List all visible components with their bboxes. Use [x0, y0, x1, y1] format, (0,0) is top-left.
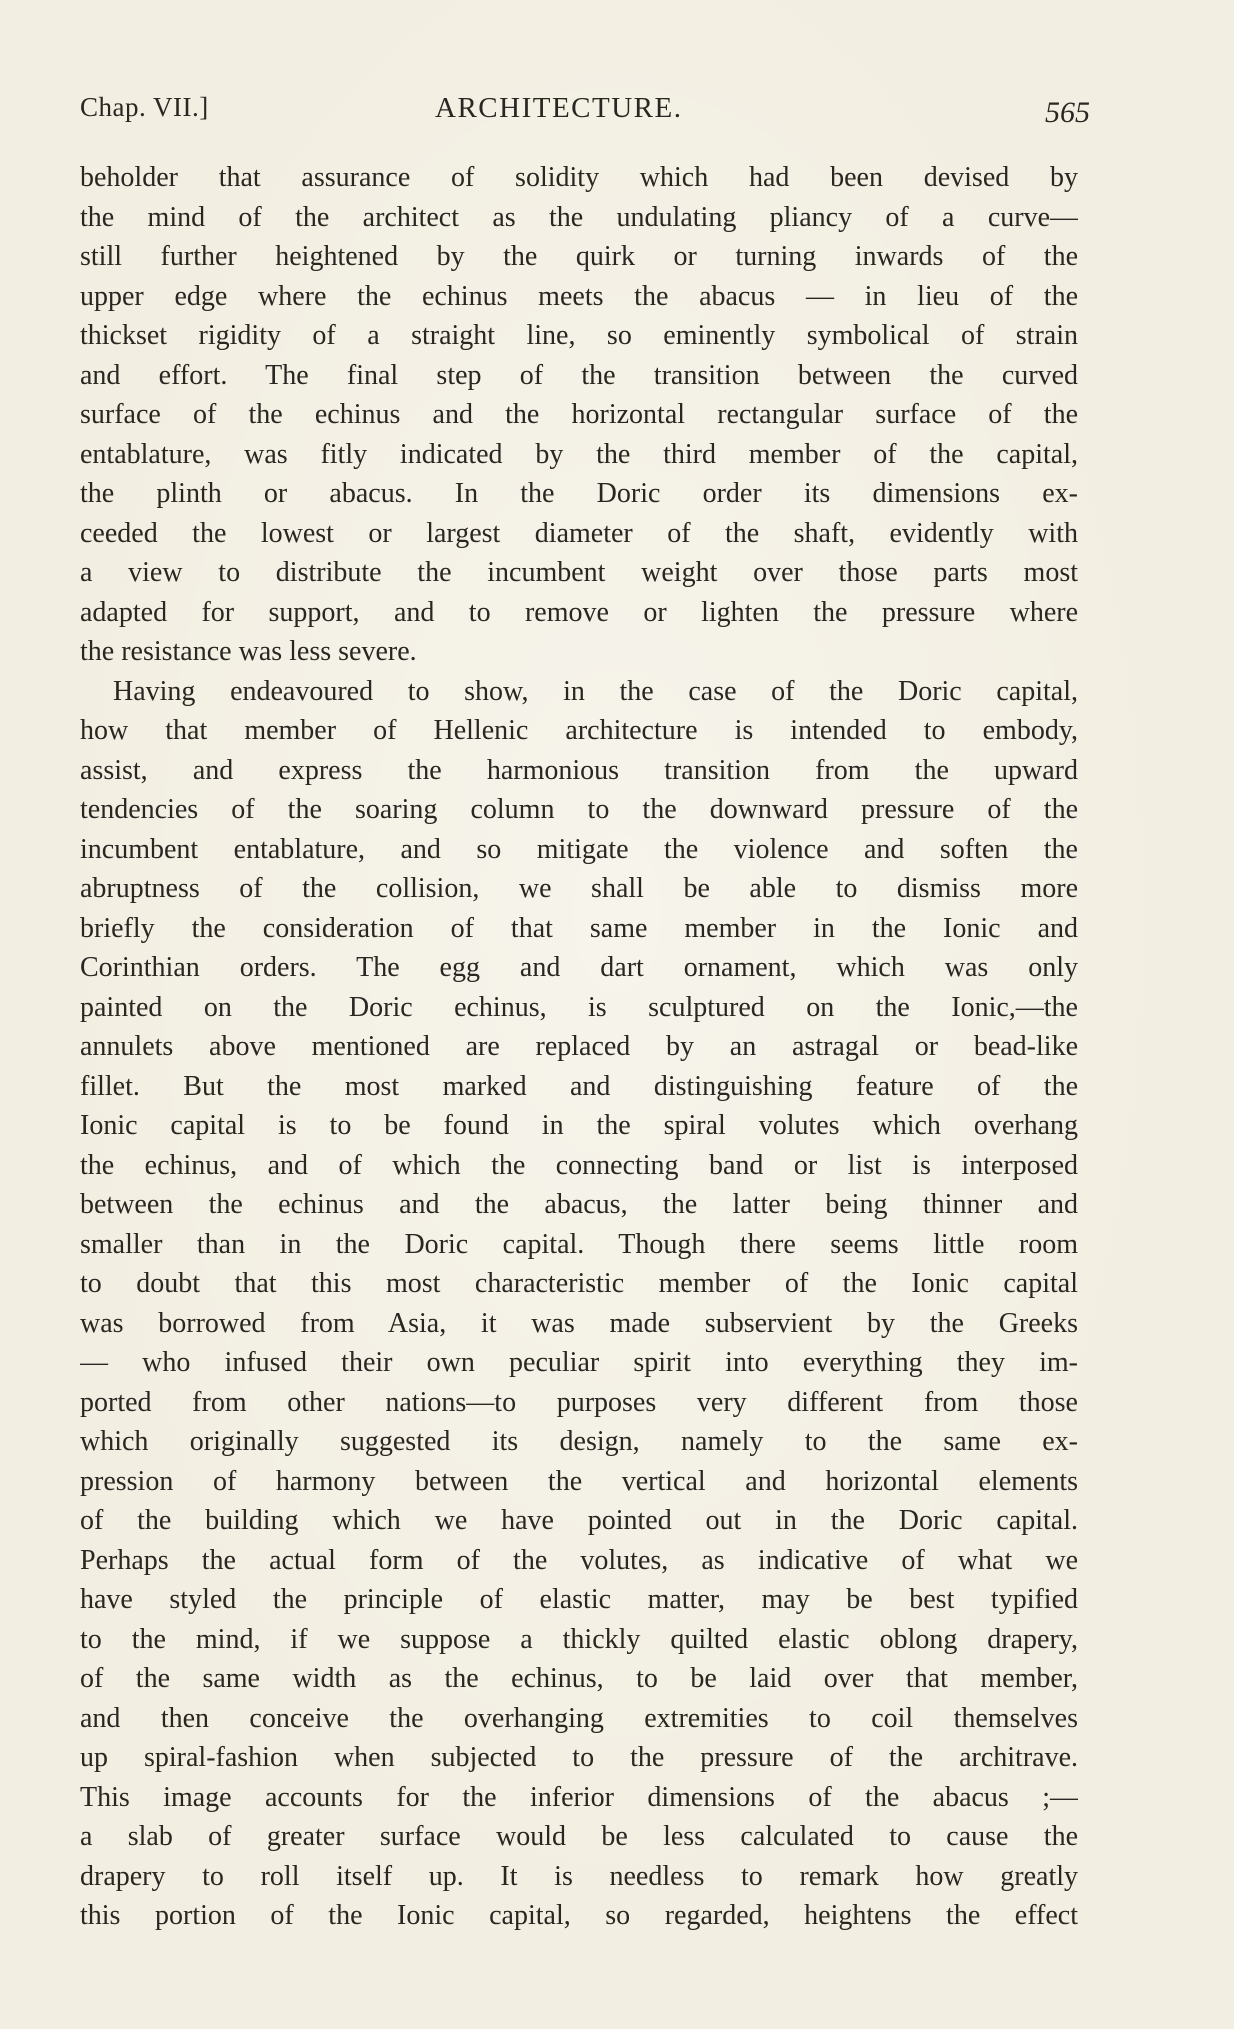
- text-line: have styled the principle of elastic matter, may be best typified: [80, 1584, 1078, 1615]
- text-line: how that member of Hellenic architecture is intended to embody,: [80, 715, 1078, 746]
- text-line: Corinthian orders. The egg and dart ornament, which was only: [80, 952, 1078, 983]
- text-line: surface of the echinus and the horizontal rectangular surface of the: [80, 399, 1078, 430]
- page-number: 565: [1045, 96, 1090, 129]
- text-line: was borrowed from Asia, it was made subservient by the Greeks: [80, 1307, 1078, 1339]
- text-line: This image accounts for the inferior dimensions of the abacus ;—: [80, 1781, 1078, 1813]
- text-line: still further heightened by the quirk or turning inwards of the: [80, 241, 1078, 272]
- text-line: Perhaps the actual form of the volutes, as indicative of what we: [80, 1544, 1078, 1576]
- running-header: [80, 92, 1090, 132]
- text-line: abruptness of the collision, we shall be able to dismiss more: [80, 873, 1078, 904]
- text-line: to doubt that this most characteristic member of the Ionic capital: [80, 1268, 1078, 1299]
- text-line: pression of harmony between the vertical and horizontal elements: [80, 1465, 1078, 1497]
- text-line: the mind of the architect as the undulating pliancy of a curve—: [80, 201, 1078, 233]
- text-line: briefly the consideration of that same member in the Ionic and: [80, 912, 1078, 944]
- text-line: and effort. The final step of the transition between the curved: [80, 359, 1078, 391]
- text-line: the echinus, and of which the connecting band or list is interposed: [80, 1149, 1078, 1181]
- text-line: a view to distribute the incumbent weight over those parts most: [80, 557, 1078, 588]
- text-line: incumbent entablature, and so mitigate the violence and soften the: [80, 833, 1078, 865]
- text-line: Ionic capital is to be found in the spiral volutes which overhang: [80, 1110, 1078, 1141]
- text-line: — who infused their own peculiar spirit into everything they im-: [80, 1347, 1078, 1378]
- text-line: this portion of the Ionic capital, so regarded, heightens the effect: [80, 1900, 1078, 1931]
- text-line: entablature, was fitly indicated by the third member of the capital,: [80, 438, 1078, 470]
- text-line: annulets above mentioned are replaced by an astragal or bead-like: [80, 1031, 1078, 1062]
- text-line: adapted for support, and to remove or lighten the pressure where: [80, 596, 1078, 628]
- paragraph-first-line: Having endeavoured to show, in the case of the Doric capital,: [113, 675, 1078, 707]
- paragraph-last-line: the resistance was less severe.: [80, 636, 417, 667]
- text-line: which originally suggested its design, namely to the same ex-: [80, 1426, 1078, 1457]
- text-line: beholder that assurance of solidity which had been devised by: [80, 162, 1078, 193]
- text-line: painted on the Doric echinus, is sculptured on the Ionic,—the: [80, 991, 1078, 1023]
- text-line: ceeded the lowest or largest diameter of the shaft, evidently with: [80, 517, 1078, 549]
- text-line: fillet. But the most marked and distinguishing feature of the: [80, 1070, 1078, 1102]
- text-line: between the echinus and the abacus, the latter being thinner and: [80, 1189, 1078, 1220]
- text-line: upper edge where the echinus meets the abacus — in lieu of the: [80, 280, 1078, 312]
- text-line: smaller than in the Doric capital. Though there seems little room: [80, 1228, 1078, 1260]
- body-text: [80, 158, 1078, 1936]
- text-line: the plinth or abacus. In the Doric order its dimensions ex-: [80, 478, 1078, 509]
- text-line: drapery to roll itself up. It is needless to remark how greatly: [80, 1860, 1078, 1892]
- text-line: assist, and express the harmonious transition from the upward: [80, 754, 1078, 786]
- text-line: and then conceive the overhanging extremities to coil themselves: [80, 1702, 1078, 1734]
- text-line: ported from other nations—to purposes very different from those: [80, 1386, 1078, 1418]
- text-line: of the building which we have pointed out in the Doric capital.: [80, 1505, 1078, 1536]
- running-title: ARCHITECTURE.: [435, 92, 683, 124]
- text-line: thickset rigidity of a straight line, so eminently symbolical of strain: [80, 320, 1078, 351]
- chapter-reference: Chap. VII.]: [80, 92, 209, 122]
- text-line: tendencies of the soaring column to the downward pressure of the: [80, 794, 1078, 825]
- text-line: a slab of greater surface would be less calculated to cause the: [80, 1821, 1078, 1852]
- text-line: of the same width as the echinus, to be laid over that member,: [80, 1663, 1078, 1694]
- text-line: to the mind, if we suppose a thickly quilted elastic oblong drapery,: [80, 1623, 1078, 1655]
- text-line: up spiral-fashion when subjected to the pressure of the architrave.: [80, 1742, 1078, 1773]
